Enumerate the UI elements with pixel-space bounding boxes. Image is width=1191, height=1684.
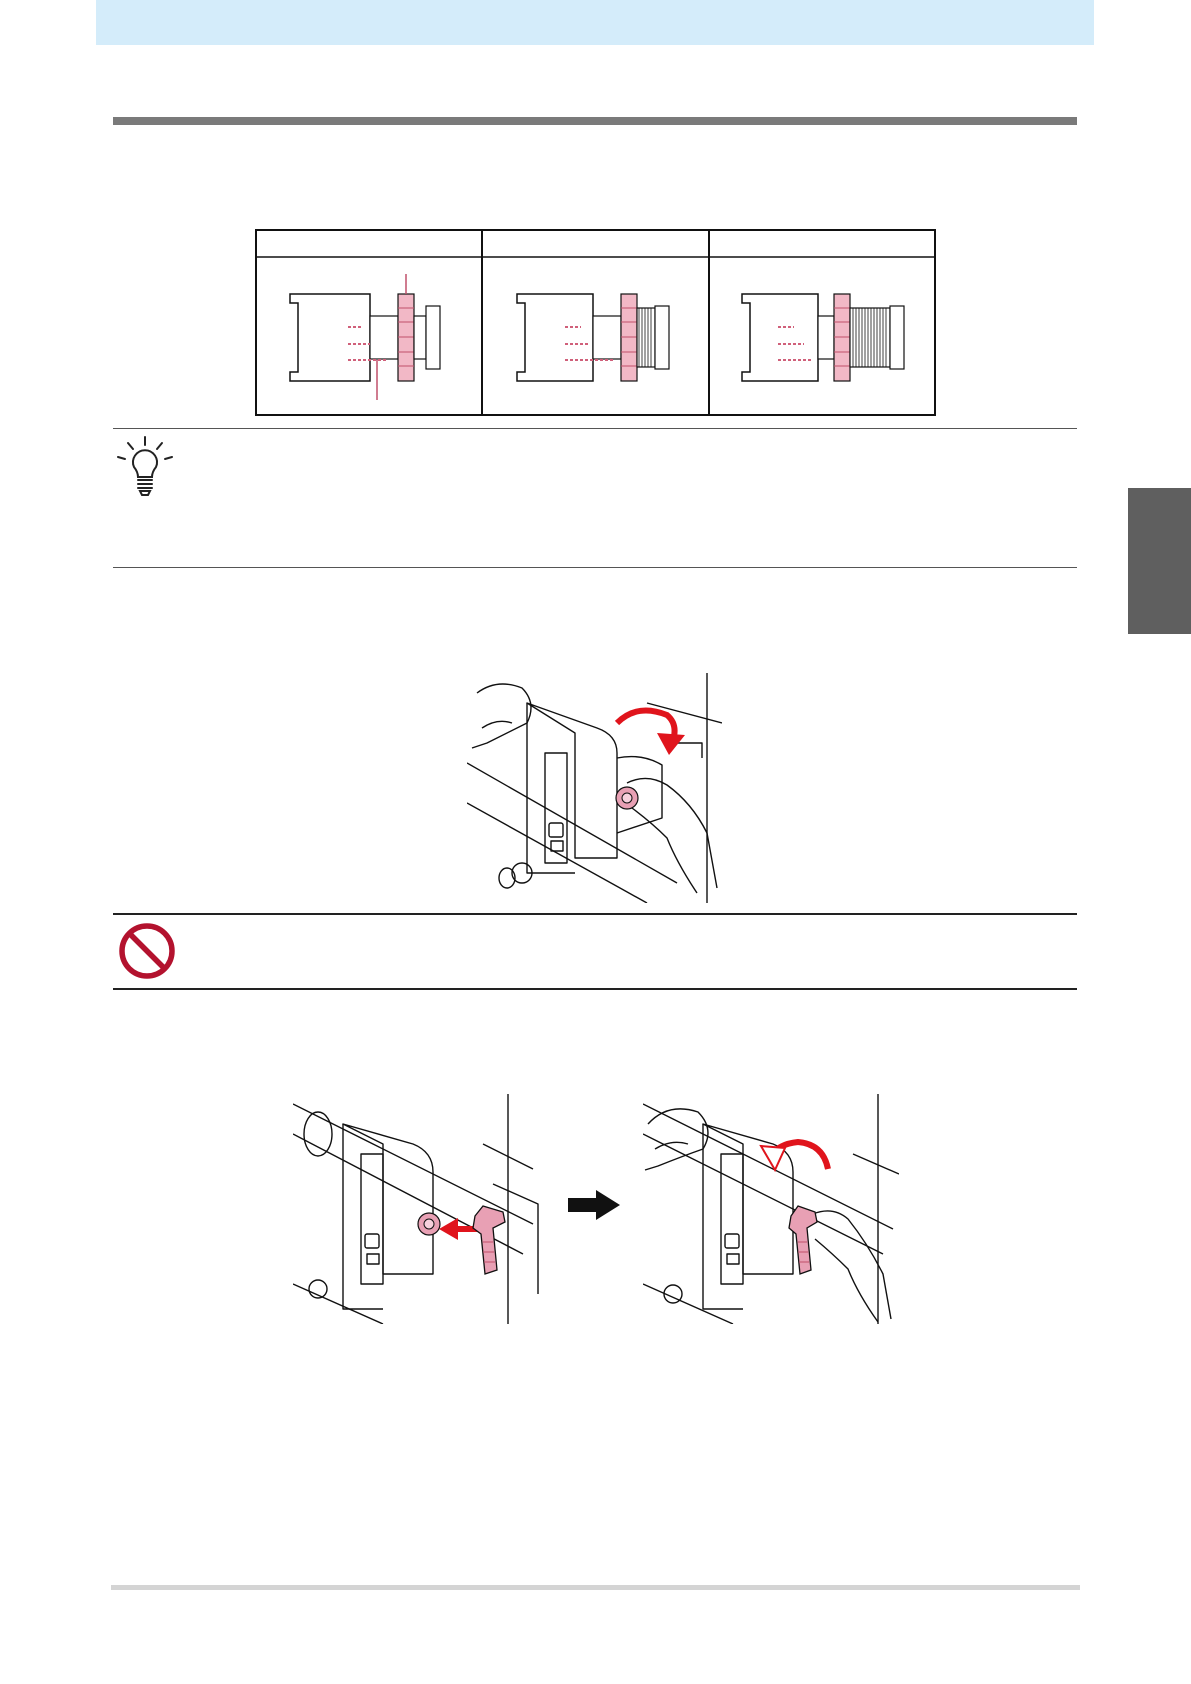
chapter-side-tab (1128, 488, 1191, 634)
scale-diagram-1 (290, 274, 440, 400)
tighten-knob-figure (643, 1094, 899, 1324)
prohibition-icon (117, 921, 177, 981)
section-heading-rule (113, 117, 1077, 125)
scale-position-table (255, 229, 936, 416)
page-header-band (96, 0, 1094, 45)
warning-box (113, 913, 1077, 990)
footer-rule (111, 1585, 1080, 1590)
install-knob-figure (293, 1094, 545, 1324)
rotate-knob-figure (467, 673, 722, 903)
scale-diagram-2 (517, 294, 669, 381)
tip-box (113, 428, 1077, 568)
lightbulb-icon (114, 435, 176, 497)
scale-diagram-3 (742, 294, 904, 381)
right-arrow-icon (568, 1190, 620, 1220)
